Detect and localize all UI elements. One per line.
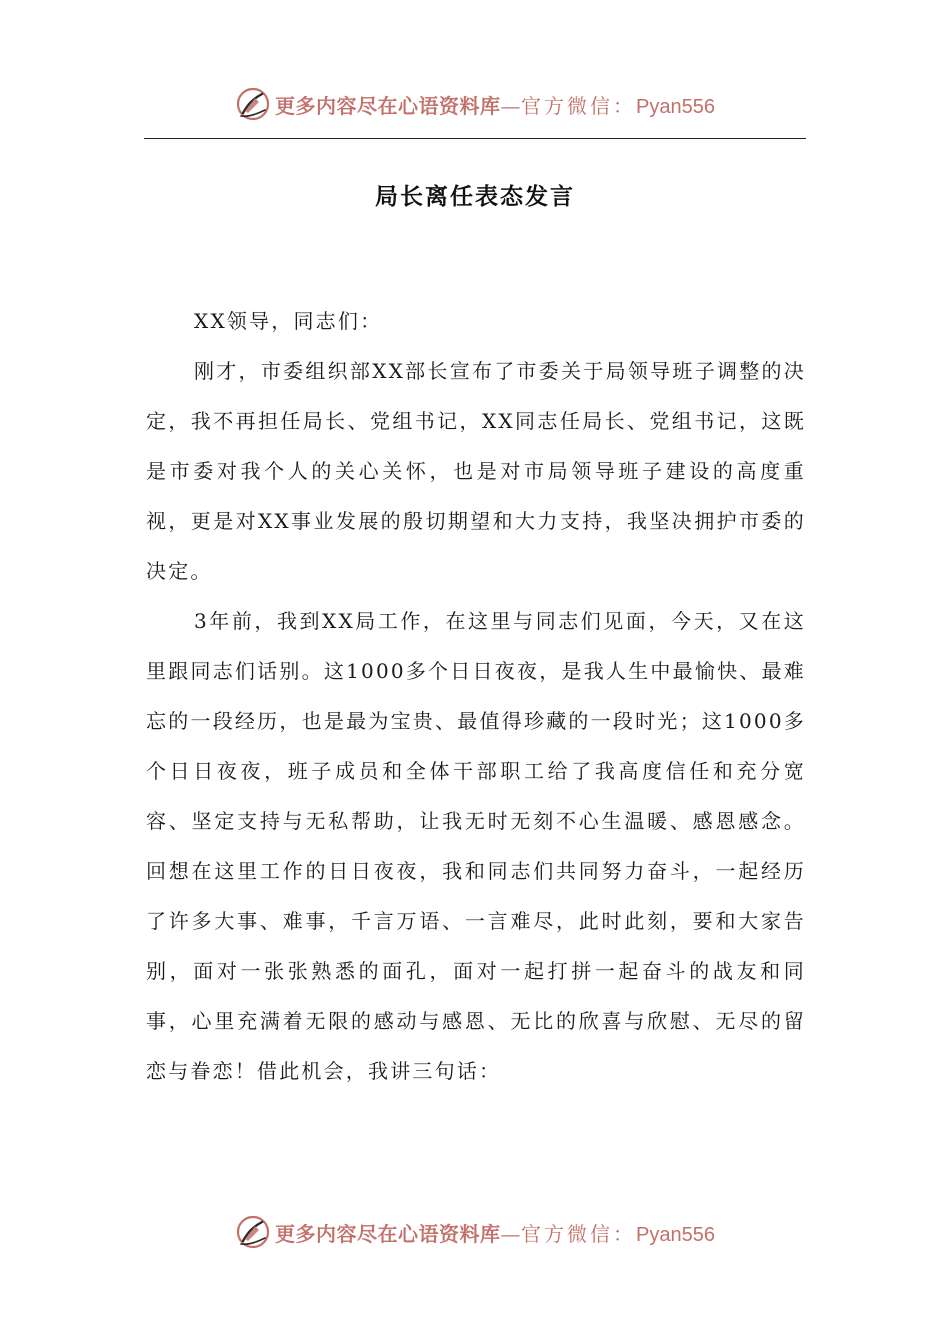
footer-banner — [0, 1212, 950, 1252]
pen-nib-logo-icon — [235, 1214, 271, 1250]
body-paragraph: 3年前，我到XX局工作，在这里与同志们见面，今天，又在这里跟同志们话别。这1000多个日日夜夜，是我人生中最愉快、最难忘的一段经历，也是最为宝贵、最值得珍藏的一段时光；这1000多个日日夜夜，班子成员和全体干部职工给了我高度信任和充分宽容、坚定支持与无私帮助，让我无时无刻不心生温暖、感恩感念。回想在这里工作的日日夜夜，我和同志们共同努力奋斗，一起经历了许多大事、难事，千言万语、一言难尽，此时此刻，要和大家告别，面对一张张熟悉的面孔，面对一起打拼一起奋斗的战友和同事，心里充满着无限的感动与感恩、无比的欣喜与欣慰、无尽的留恋与眷恋！借此机会，我讲三句话： — [146, 609, 806, 1083]
salutation: XX领导，同志们： — [194, 309, 383, 333]
header-divider — [144, 138, 806, 139]
pen-nib-logo-icon — [235, 86, 271, 122]
banner-brand-text: 更多内容尽在心语资料库 — [275, 1221, 501, 1246]
header-banner — [0, 84, 950, 124]
banner-text — [275, 90, 715, 119]
banner-account: Pyan556 — [636, 95, 715, 118]
document-title: 局长离任表态发言 — [375, 183, 575, 210]
banner-dash: — — [500, 93, 522, 118]
banner-wechat-label: 官方微信： — [521, 1221, 637, 1246]
document-body — [146, 296, 806, 1096]
banner-text — [275, 1218, 715, 1247]
banner-wechat-label: 官方微信： — [521, 93, 637, 118]
banner-dash: — — [500, 1221, 522, 1246]
banner-account: Pyan556 — [636, 1223, 715, 1246]
banner-brand-text: 更多内容尽在心语资料库 — [275, 93, 501, 118]
body-paragraph: 刚才，市委组织部XX部长宣布了市委关于局领导班子调整的决定，我不再担任局长、党组书记，XX同志任局长、党组书记，这既是市委对我个人的关心关怀，也是对市局领导班子建设的高度重视，更是对XX事业发展的殷切期望和大力支持，我坚决拥护市委的决定。 — [146, 359, 806, 583]
